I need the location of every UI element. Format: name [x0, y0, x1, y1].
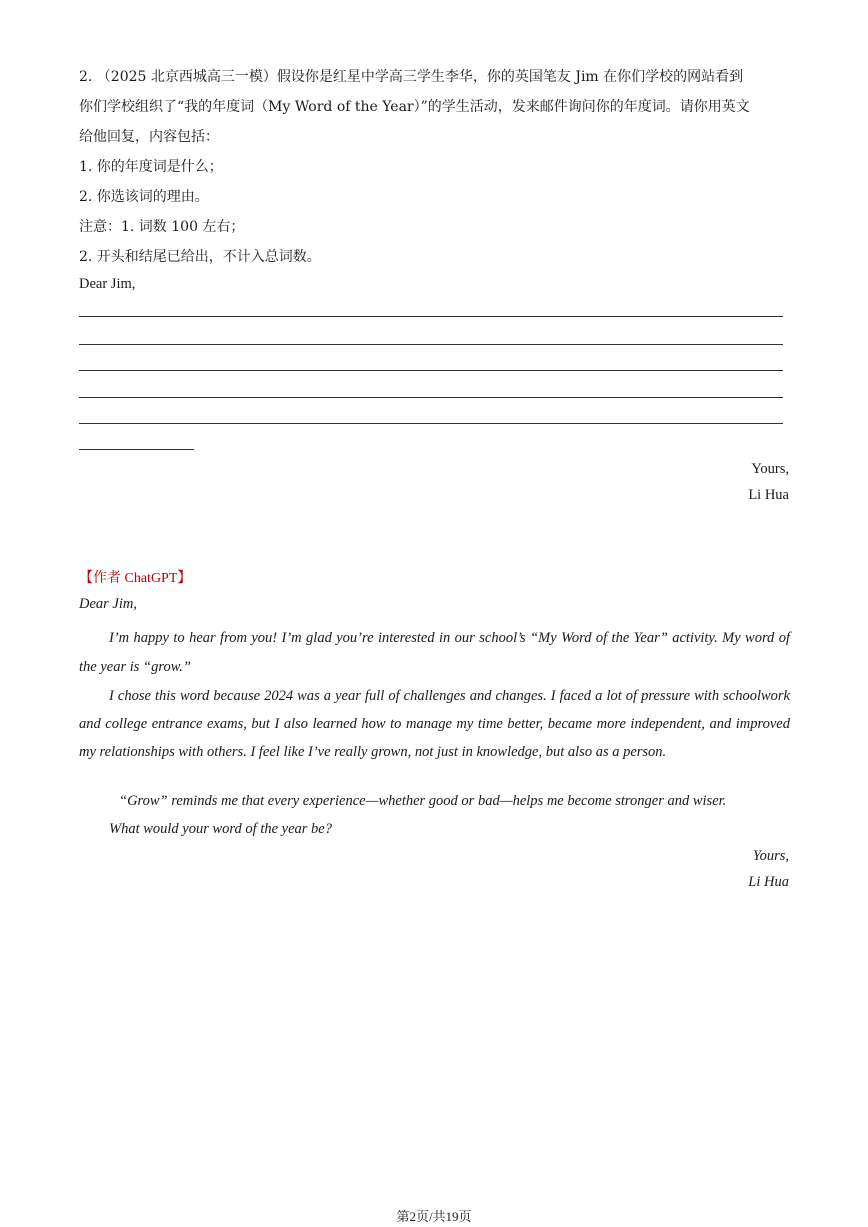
- answer-closing: Yours,: [752, 848, 789, 864]
- writing-line: [79, 423, 783, 424]
- note-word-count: 注意：1. 词数 100 左右；: [79, 219, 245, 235]
- requirement-item-2: 2. 你选该词的理由。: [79, 189, 209, 205]
- writing-line: [79, 397, 783, 398]
- writing-line: [79, 316, 783, 317]
- note-opening-closing: 2. 开头和结尾已给出，不计入总词数。: [79, 249, 321, 265]
- writing-line-short: [79, 449, 194, 450]
- answer-signature: Li Hua: [748, 874, 789, 890]
- page-number: 第2页/共19页: [396, 1209, 472, 1224]
- question-text-line-3: 给他回复，内容包括：: [79, 129, 219, 145]
- letter-closing: Yours,: [751, 461, 789, 477]
- letter-signature: Li Hua: [748, 487, 789, 503]
- writing-line: [79, 370, 783, 371]
- question-text-line-2: 你们学校组织了“我的年度词（My Word of the Year）”的学生活动，发来邮件询问你的年度词。请你用英文: [79, 99, 750, 115]
- writing-line: [79, 344, 783, 345]
- answer-greeting: Dear Jim,: [79, 596, 137, 612]
- answer-paragraph-3: “Grow” reminds me that every experience—whether good or bad—helps me become stronger and wiser.: [119, 793, 727, 809]
- letter-greeting: Dear Jim,: [79, 276, 136, 292]
- answer-paragraph-4: What would your word of the year be?: [109, 821, 332, 837]
- answer-paragraph-1: I’m happy to hear from you! I’m glad you’re interested in our school’s “My Word of the Year” activity. My word of the year is “grow.”: [79, 630, 790, 675]
- answer-paragraph-2: I chose this word because 2024 was a year full of challenges and changes. I faced a lot of pressure with schoolwork and college entrance exams, but I also learned how to manage my time better, became more independent, and improved my relationships with others. I feel like I’ve really grown, not just in knowledge, but also as a person.: [79, 688, 790, 760]
- question-text-line-1: 2. （2025 北京西城高三一模）假设你是红星中学高三学生李华，你的英国笔友 Jim 在你们学校的网站看到: [79, 69, 744, 85]
- requirement-item-1: 1. 你的年度词是什么；: [79, 159, 223, 175]
- author-tag: 【作者 ChatGPT】: [79, 571, 192, 586]
